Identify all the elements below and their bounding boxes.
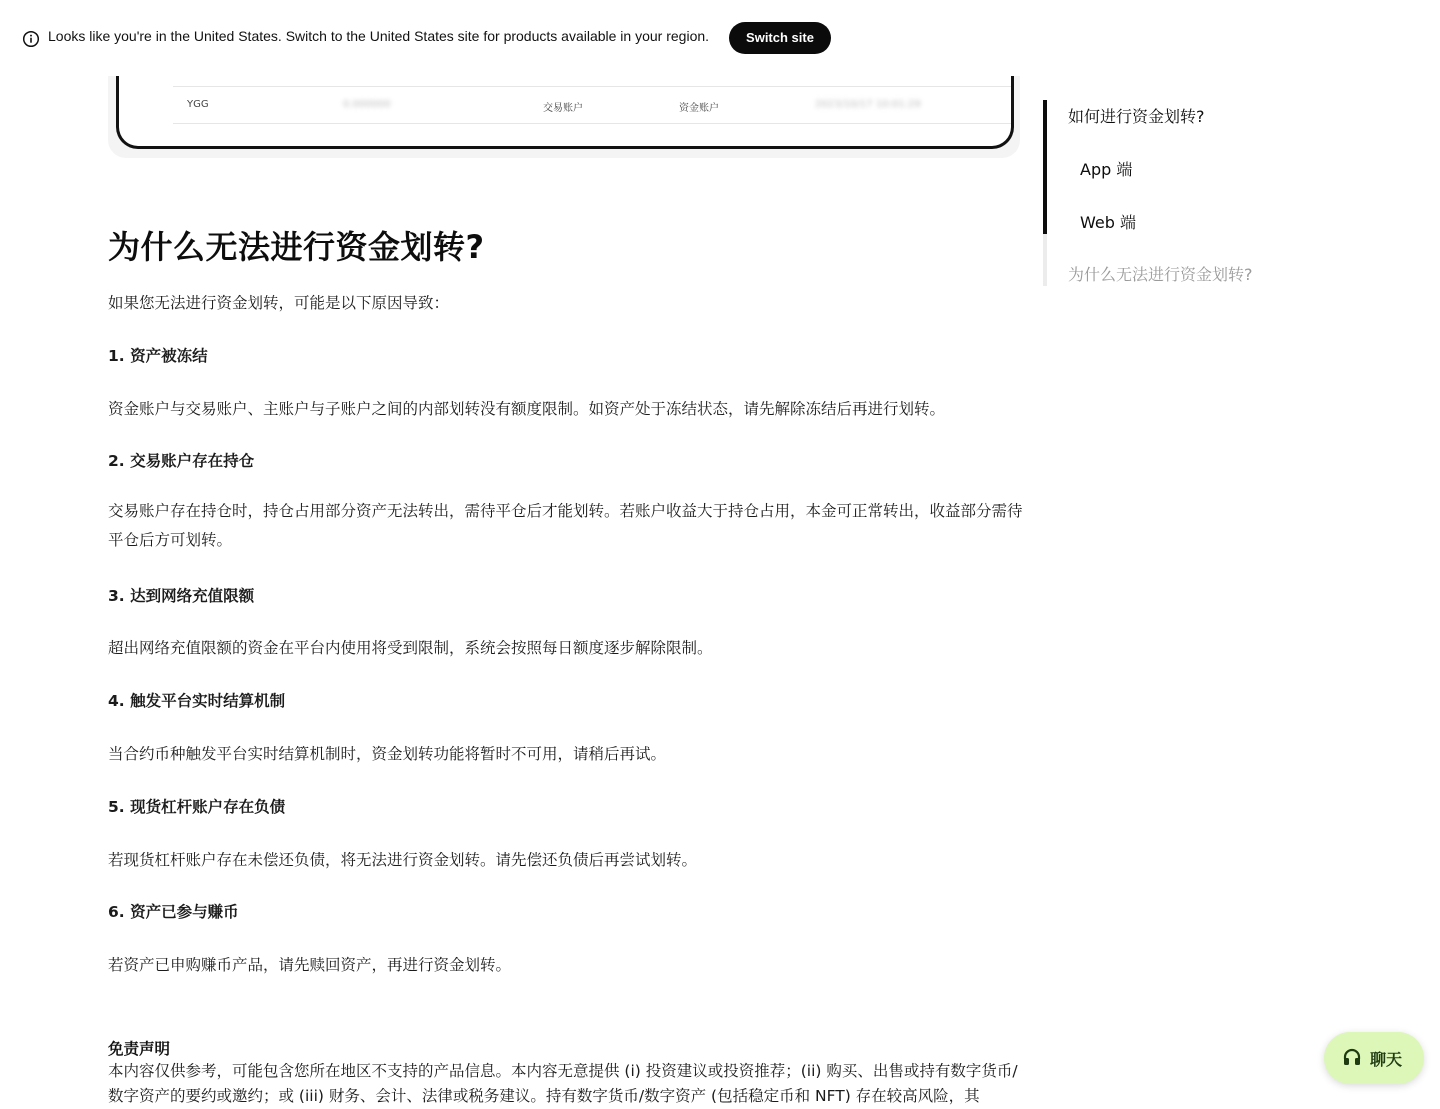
coin-cell: YGG (187, 99, 209, 110)
reason-title: 1. 资产被冻结 (108, 347, 208, 365)
chat-button[interactable] (1324, 1032, 1424, 1084)
reason-title: 2. 交易账户存在持仓 (108, 452, 255, 470)
table-row (173, 87, 1011, 124)
region-banner (0, 0, 1440, 76)
reason-title: 6. 资产已参与赚币 (108, 903, 239, 921)
intro-text: 如果您无法进行资金划转，可能是以下原因导致： (108, 294, 450, 312)
disclaimer-body: 本内容仅供参考，可能包含您所在地区不支持的产品信息。本内容无意提供 (i) 投资建议或投资推荐；(ii) 购买、出售或持有数字货币/数字资产的要约或邀约；或 (iii) 财务、会计、法律或税务建议。持有数字货币/数字资产 (包括稳定币和 NFT) 存在较高风险，其 (108, 1062, 1018, 1105)
reason-title: 5. 现货杠杆账户存在负债 (108, 798, 286, 816)
reason-body: 若现货杠杆账户存在未偿还负债，将无法进行资金划转。请先偿还负债后再尝试划转。 (108, 851, 698, 869)
toc-item-app[interactable]: App 端 (1080, 160, 1133, 179)
time-cell: 2023/10/17 10:01:29 (815, 99, 921, 110)
toc-active-indicator (1043, 100, 1047, 234)
toc-item-how-to-transfer[interactable]: 如何进行资金划转? (1068, 107, 1205, 126)
to-account-cell: 资金账户 (679, 103, 719, 114)
region-banner-message: Looks like you're in the United States. Switch to the United States site for products available in your region. (48, 28, 710, 44)
reason-body: 资金账户与交易账户、主账户与子账户之间的内部划转没有额度限制。如资产处于冻结状态，请先解除冻结后再进行划转。 (108, 400, 946, 418)
reason-body: 当合约币种触发平台实时结算机制时，资金划转功能将暂时不可用，请稍后再试。 (108, 745, 667, 763)
switch-site-button[interactable]: Switch site (729, 22, 831, 54)
chat-label: 聊天 (1370, 1050, 1403, 1069)
reason-body: 交易账户存在持仓时，持仓占用部分资产无法转出，需待平仓后才能划转。若账户收益大于持仓占用，本金可正常转出，收益部分需待平仓后方可划转。 (108, 502, 1023, 549)
section-heading: 为什么无法进行资金划转? (108, 228, 485, 266)
from-account-cell: 交易账户 (543, 103, 583, 114)
toc-track (1043, 234, 1047, 286)
info-icon (22, 30, 40, 48)
reason-title: 3. 达到网络充值限额 (108, 587, 255, 605)
disclaimer-title: 免责声明 (108, 1040, 171, 1058)
toc-item-web[interactable]: Web 端 (1080, 213, 1136, 232)
headset-icon (1342, 1048, 1362, 1068)
amount-cell: 0.000000 (343, 99, 391, 110)
reason-title: 4. 触发平台实时结算机制 (108, 692, 286, 710)
reason-body: 超出网络充值限额的资金在平台内使用将受到限制，系统会按照每日额度逐步解除限制。 (108, 639, 713, 657)
reason-body: 若资产已申购赚币产品，请先赎回资产，再进行资金划转。 (108, 956, 512, 974)
toc-item-why-cannot-transfer[interactable]: 为什么无法进行资金划转? (1068, 265, 1253, 284)
